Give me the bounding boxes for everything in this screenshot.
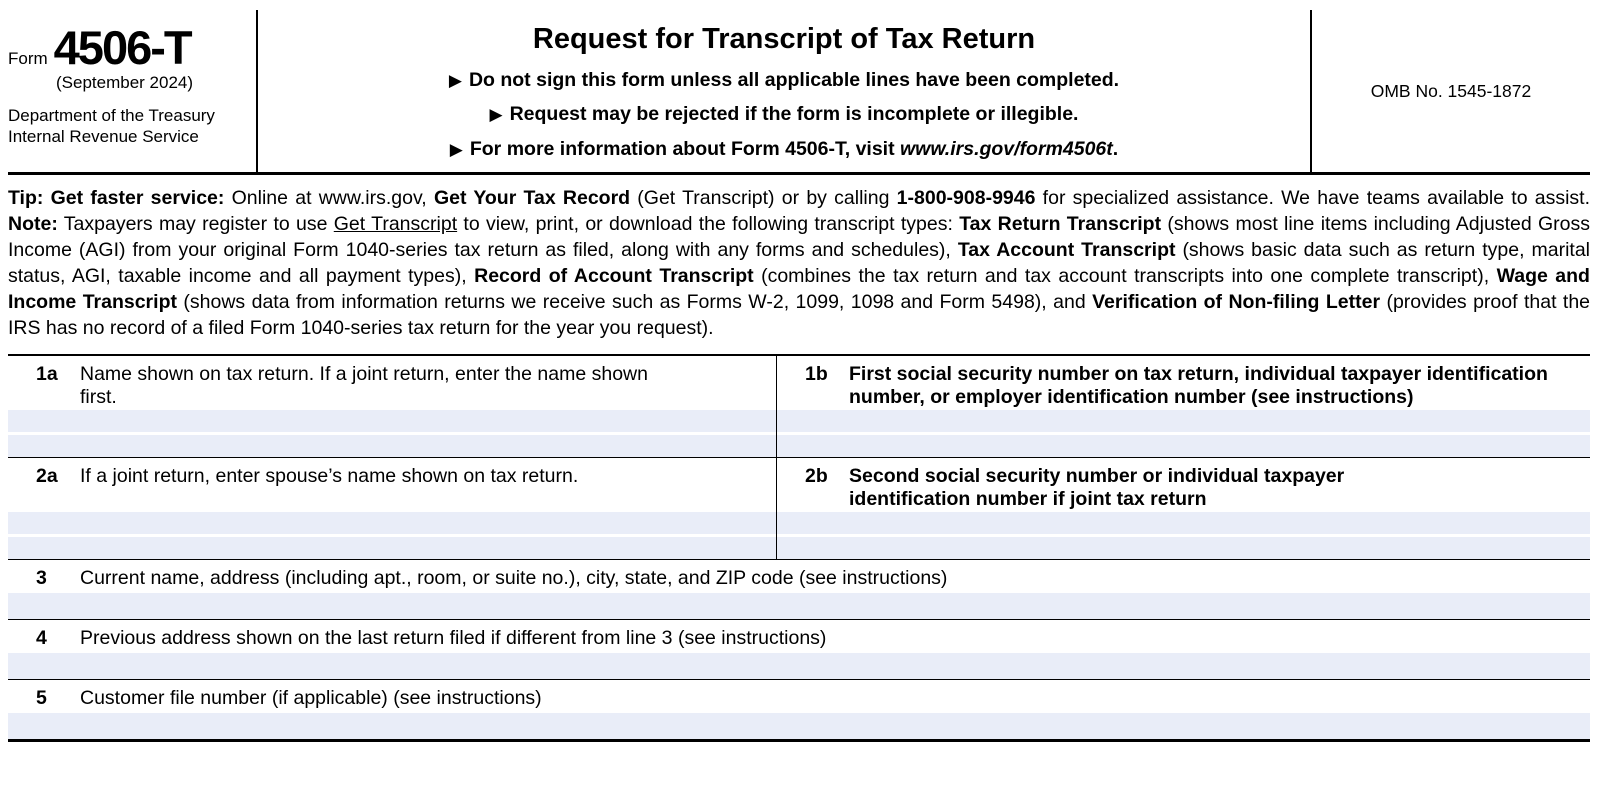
line-4-number: 4 bbox=[36, 627, 47, 650]
header-instruction-2-text bbox=[510, 103, 1079, 125]
text-segment: (combines the tax return and tax account transcripts into one complete transcript), bbox=[753, 265, 1497, 288]
line-5-number: 5 bbox=[36, 687, 47, 710]
line-1b-label: First social security number on tax return, individual taxpayer identification number, or employer identification number (see instructions) bbox=[849, 363, 1548, 409]
line-3-label: Current name, address (including apt., room, or suite no.), city, state, and ZIP code (see instructions) bbox=[80, 567, 948, 590]
line-5-input-row[interactable] bbox=[8, 713, 1590, 739]
form-title: Request for Transcript of Tax Return bbox=[532, 23, 1036, 55]
text-segment: 1-800-908-9946 bbox=[896, 187, 1036, 210]
omb-number: OMB No. 1545-1872 bbox=[1370, 80, 1532, 101]
row-line-1 bbox=[8, 356, 1590, 458]
line-2a-label-area bbox=[8, 458, 776, 512]
text-segment: Online at www.irs.gov, bbox=[224, 187, 434, 210]
text-segment: Note: bbox=[8, 213, 58, 236]
arrow-bullet-icon: ▶ bbox=[489, 105, 503, 125]
line-2b-label-area bbox=[777, 458, 1590, 512]
text-segment: Wage and Income Transcript bbox=[8, 265, 1590, 314]
text-segment: to view, print, or download the following transcript types: bbox=[457, 213, 960, 236]
line-1a-label: Name shown on tax return. If a joint return, enter the name shown first. bbox=[80, 363, 648, 409]
header-instruction-2 bbox=[268, 103, 1300, 126]
line-1a-input-row-2[interactable] bbox=[8, 435, 776, 457]
line-1a-number: 1a bbox=[36, 363, 58, 386]
form-id-block bbox=[8, 10, 258, 172]
omb-block bbox=[1310, 10, 1590, 172]
cell-line-1a bbox=[8, 356, 777, 457]
cell-line-2b bbox=[777, 458, 1590, 559]
text-segment: (shows most line items including Adjusted Gross Income (AGI) from your original Form 1040-series tax return as filed, along with any forms and schedules), bbox=[8, 213, 1591, 262]
line-2a-input-row-2[interactable] bbox=[8, 537, 776, 559]
text-segment: Tax Account Transcript bbox=[957, 239, 1176, 262]
text-segment: Verification of Non-filing Letter bbox=[1092, 291, 1381, 314]
line-4-label: Previous address shown on the last return filed if different from line 3 (see instructions) bbox=[80, 627, 827, 650]
line-1a-input-row-1[interactable] bbox=[8, 410, 776, 432]
line-1b-input-row-2[interactable] bbox=[777, 435, 1590, 457]
text-segment: (shows data from information returns we receive such as Forms W-2, 1099, 1098 and Form 5498), and bbox=[176, 291, 1093, 314]
form-title-block bbox=[258, 10, 1310, 172]
text-segment: Tax Return Transcript bbox=[959, 213, 1162, 236]
line-3-label-area bbox=[8, 560, 1590, 593]
row-line-5 bbox=[8, 680, 1590, 739]
line-2a-input-row-1[interactable] bbox=[8, 512, 776, 534]
form-lines-table bbox=[8, 354, 1590, 742]
text-segment: (provides proof that the IRS has no record of a filed Form 1040-series tax return for the year you request). bbox=[8, 291, 1591, 340]
line-2a-label: If a joint return, enter spouse’s name shown on tax return. bbox=[80, 465, 579, 488]
text-segment: Get Your Tax Record bbox=[433, 187, 631, 210]
text-segment: (Get Transcript) or by calling bbox=[630, 187, 897, 210]
text-segment: for specialized assistance. We have teams available to assist. bbox=[1035, 187, 1591, 210]
line-1b-number: 1b bbox=[805, 363, 828, 386]
tip-paragraph bbox=[8, 175, 1590, 354]
line-2b-input-row-1[interactable] bbox=[777, 512, 1590, 534]
line-2b-label: Second social security number or individual taxpayer identification number if joint tax return bbox=[849, 465, 1345, 511]
row-line-3 bbox=[8, 560, 1590, 620]
text-segment: (shows basic data such as return type, marital status, AGI, taxable income and all payment types), bbox=[8, 239, 1590, 288]
form-number: 4506-T bbox=[53, 21, 191, 74]
form-header bbox=[8, 10, 1590, 175]
cell-line-1b bbox=[777, 356, 1590, 457]
line-1b-input-row-1[interactable] bbox=[777, 410, 1590, 432]
header-instruction-3 bbox=[268, 138, 1300, 161]
text-segment: Tip: Get faster service: bbox=[8, 187, 225, 210]
header-instruction-1 bbox=[268, 69, 1300, 92]
header-instruction-3-text bbox=[470, 138, 1118, 160]
form-revision-date: (September 2024) bbox=[56, 73, 194, 92]
text-segment: Do not sign this form unless all applicable lines have been completed. bbox=[468, 68, 1120, 91]
text-segment: Get Transcript bbox=[333, 213, 458, 236]
department-name: Department of the Treasury bbox=[8, 106, 215, 125]
row-line-4 bbox=[8, 620, 1590, 680]
text-segment: www.irs.gov/form4506t bbox=[900, 137, 1113, 160]
arrow-bullet-icon: ▶ bbox=[449, 139, 463, 159]
line-5-label: Customer file number (if applicable) (see instructions) bbox=[80, 687, 542, 710]
line-4-label-area bbox=[8, 620, 1590, 653]
agency-name: Internal Revenue Service bbox=[8, 127, 199, 146]
form-word-label: Form bbox=[8, 49, 48, 68]
cell-line-2a bbox=[8, 458, 777, 559]
line-1b-label-area bbox=[777, 356, 1590, 410]
line-5-label-area bbox=[8, 680, 1590, 713]
header-instruction-1-text bbox=[469, 69, 1119, 91]
text-segment: . bbox=[1112, 137, 1119, 160]
form-number-line bbox=[8, 21, 252, 74]
line-1a-label-area bbox=[8, 356, 776, 410]
line-3-number: 3 bbox=[36, 567, 47, 590]
line-2b-number: 2b bbox=[805, 465, 828, 488]
text-segment: For more information about Form 4506-T, visit bbox=[469, 137, 901, 160]
text-segment: Request may be rejected if the form is incomplete or illegible. bbox=[509, 103, 1079, 126]
line-2b-input-row-2[interactable] bbox=[777, 537, 1590, 559]
row-line-2 bbox=[8, 458, 1590, 560]
text-segment: Taxpayers may register to use bbox=[57, 213, 334, 236]
line-4-input-row[interactable] bbox=[8, 653, 1590, 679]
line-3-input-row[interactable] bbox=[8, 593, 1590, 619]
arrow-bullet-icon: ▶ bbox=[448, 70, 462, 90]
text-segment: Record of Account Transcript bbox=[474, 265, 754, 288]
line-2a-number: 2a bbox=[36, 465, 58, 488]
